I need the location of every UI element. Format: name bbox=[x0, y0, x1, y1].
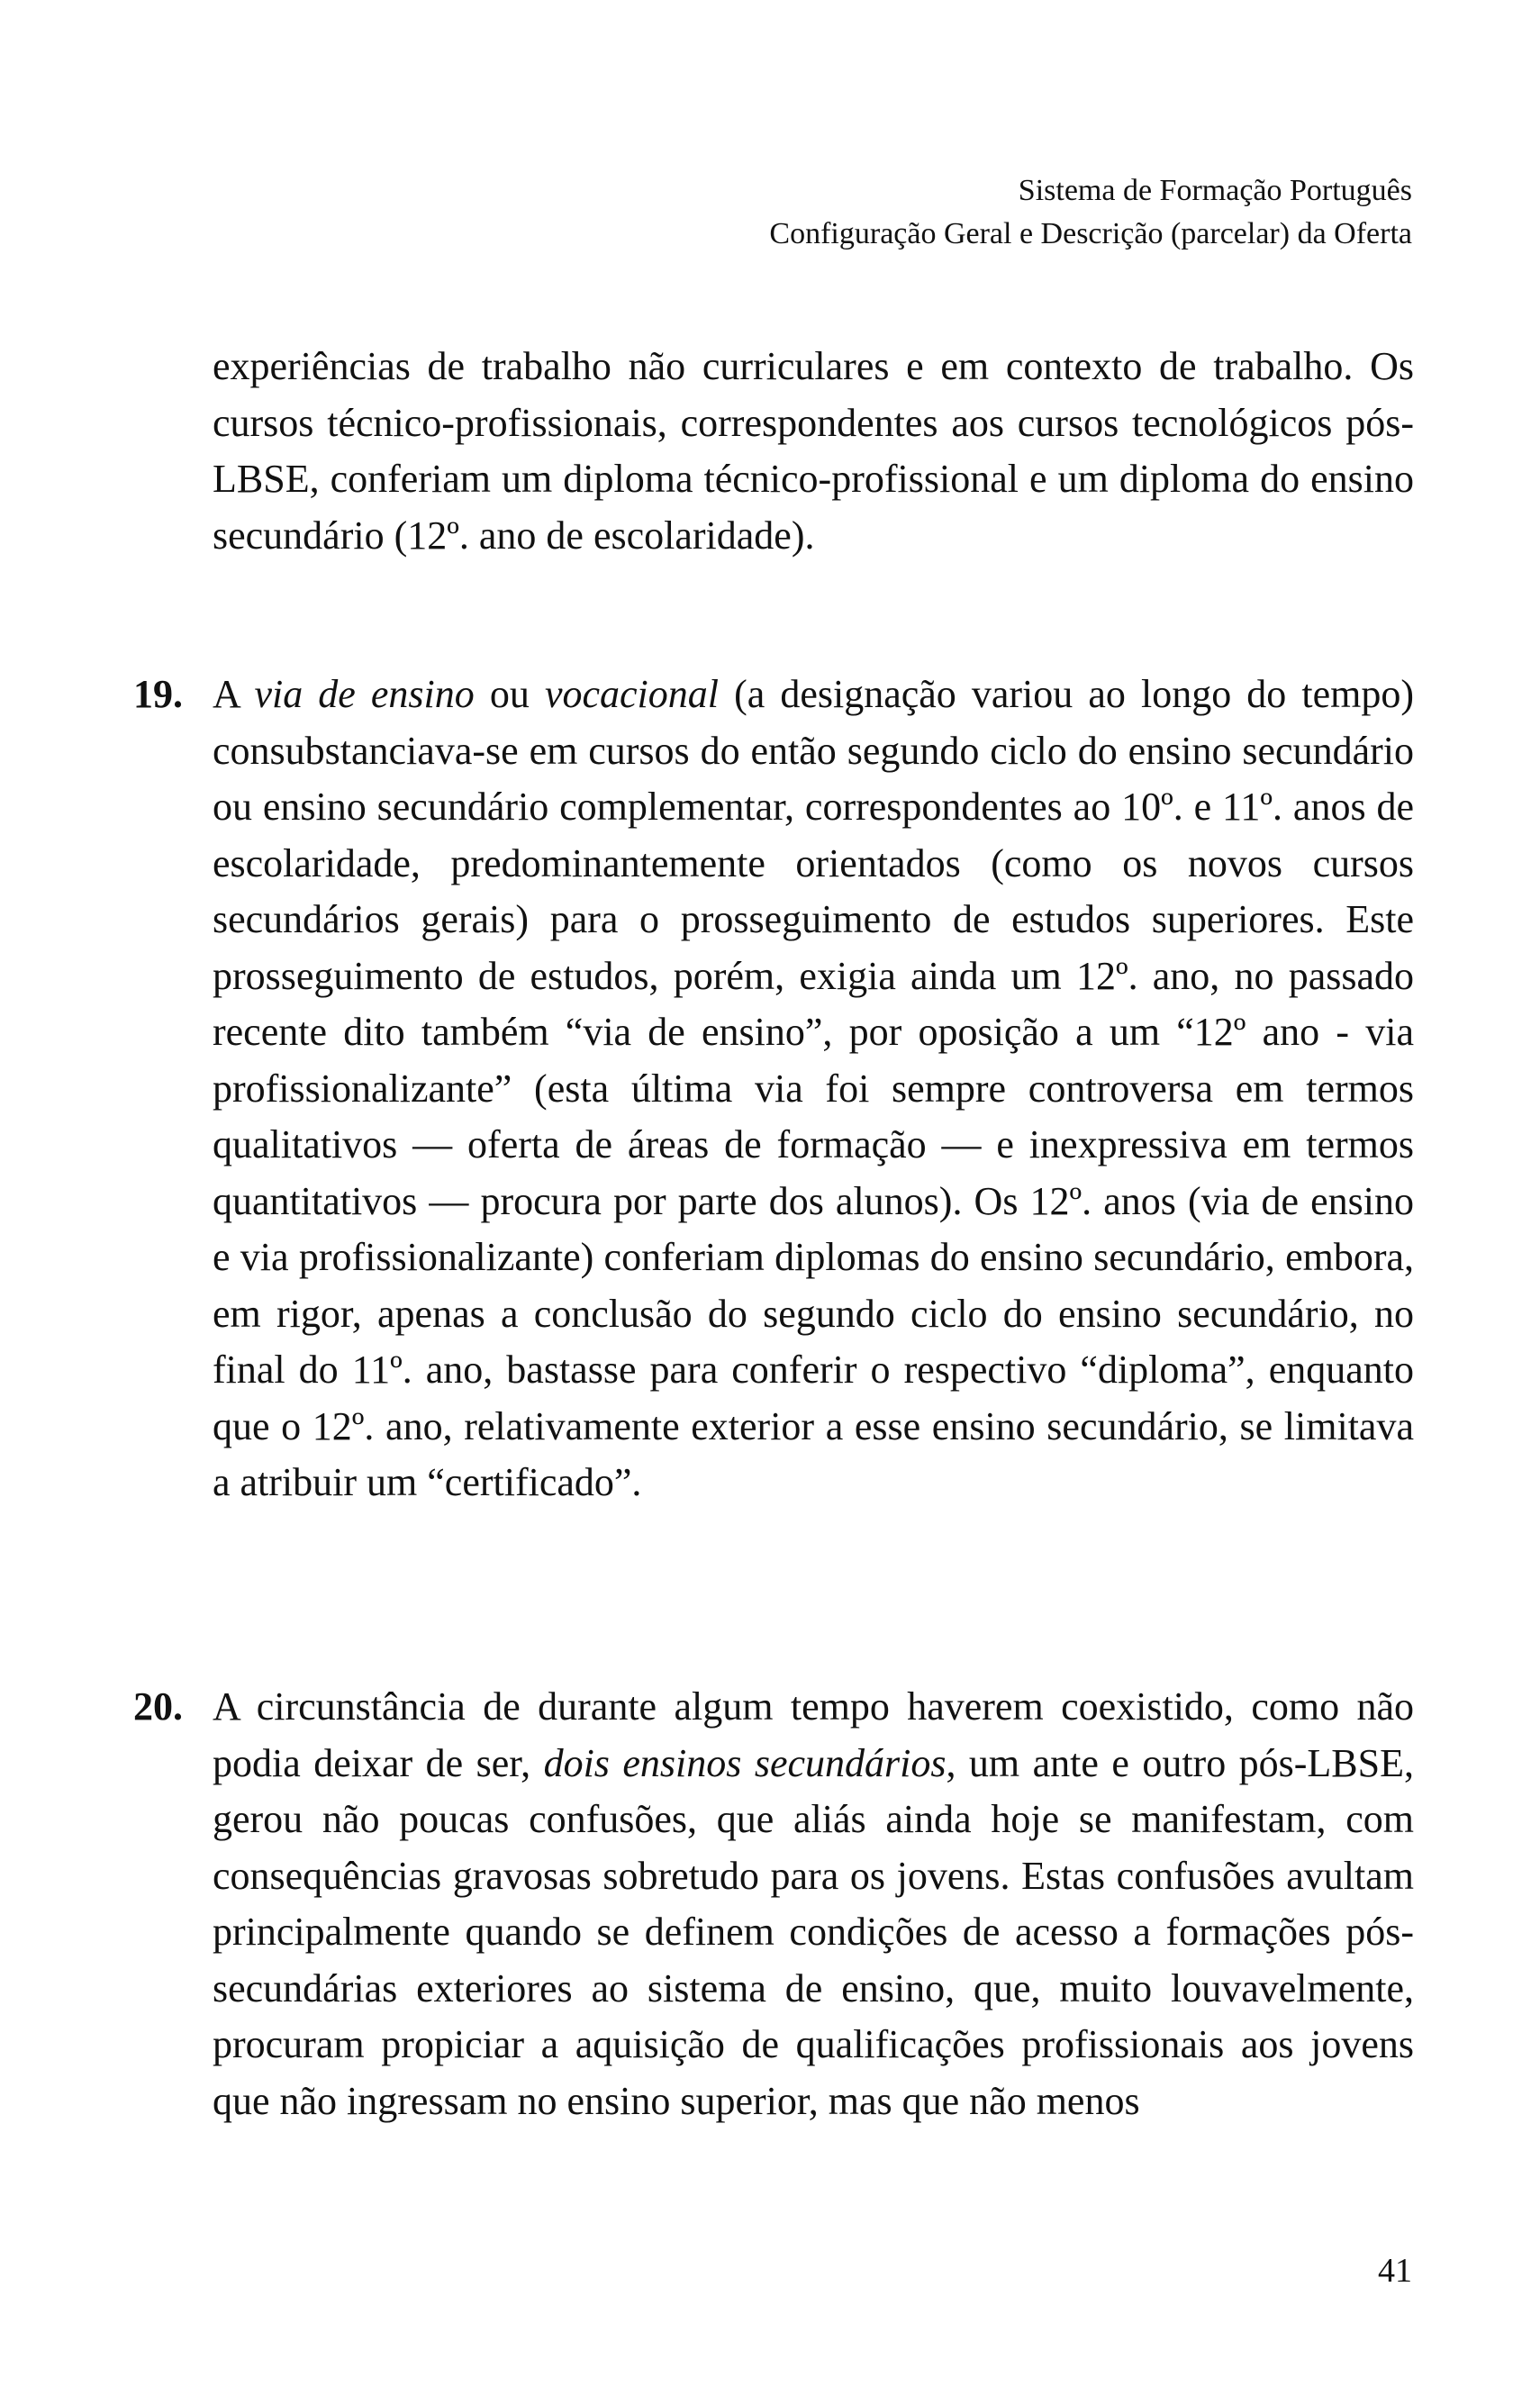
paragraph-19-mid: ou bbox=[474, 672, 545, 716]
running-header bbox=[769, 169, 1412, 256]
header-title: Sistema de Formação Português bbox=[1018, 174, 1412, 207]
intro-text: experiências de trabalho não curriculares e em contexto de trabalho. Os cursos técnico-profissionais, correspondentes aos cursos tecnológicos pós-LBSE, conferiam um diploma técnico-profissional e um diploma do ensino secundário (12º. ano de escolaridade). bbox=[213, 344, 1414, 558]
intro-paragraph bbox=[213, 339, 1414, 564]
paragraph-19-emphasis-via-de-ensino: via de ensino bbox=[254, 672, 475, 716]
paragraph-20-pre: A circunstância de durante algum tempo haverem coexistido, como não podia deixar de ser, bbox=[213, 1684, 1414, 1785]
paragraph-number-19: 19. bbox=[133, 672, 183, 716]
paragraph-19-emphasis-vocacional: vocacional bbox=[544, 672, 719, 716]
header-subtitle: Configuração Geral e Descrição (parcelar) da Oferta bbox=[769, 217, 1412, 250]
paragraph-20 bbox=[133, 1679, 1415, 2129]
paragraph-20-rest: , um ante e outro pós-LBSE, gerou não poucas confusões, que aliás ainda hoje se manifestam, com consequências gravosas sobretudo para os jovens. Estas confusões avultam principalmente quando se definem condições de acesso a formações pós-secundárias exteriores ao sistema de ensino, que, muito louvavelmente, procuram propiciar a aquisição de qualificações profissionais aos jovens que não ingressam no ensino superior, mas que não menos bbox=[213, 1740, 1415, 2123]
paragraph-19-pre: A bbox=[213, 672, 255, 716]
paragraph-number-20: 20. bbox=[133, 1684, 183, 1729]
paragraph-20-emphasis: dois ensinos secundários bbox=[543, 1740, 947, 1785]
paragraph-19 bbox=[133, 667, 1414, 1511]
paragraph-19-rest: (a designação variou ao longo do tempo) consubstanciava-se em cursos do então segundo ciclo do ensino secundário ou ensino secundário complementar, correspondentes ao 10º. e 11º. anos de escolaridade, predominantemente orientados (como os novos cursos secundários gerais) para o prosseguimento de estudos superiores. Este prosseguimento de estudos, porém, exigia ainda um 12º. ano, no passado recente dito também “via de ensino”, por oposição a um “12º ano - via profissionalizante” (esta última via foi sempre controversa em termos qualitativos — oferta de áreas de formação — e inexpressiva em termos quantitativos — procura por parte dos alunos). Os 12º. anos (via de ensino e via profissionalizante) conferiam diplomas do ensino secundário, embora, em rigor, apenas a conclusão do segundo ciclo do ensino secundário, no final do 11º. ano, bastasse para conferir o respectivo “diploma”, enquanto que o 12º. ano, relativamente exterior a esse ensino secundário, se limitava a atribuir um “certificado”. bbox=[213, 672, 1414, 1504]
page-number: 41 bbox=[1378, 2252, 1412, 2290]
